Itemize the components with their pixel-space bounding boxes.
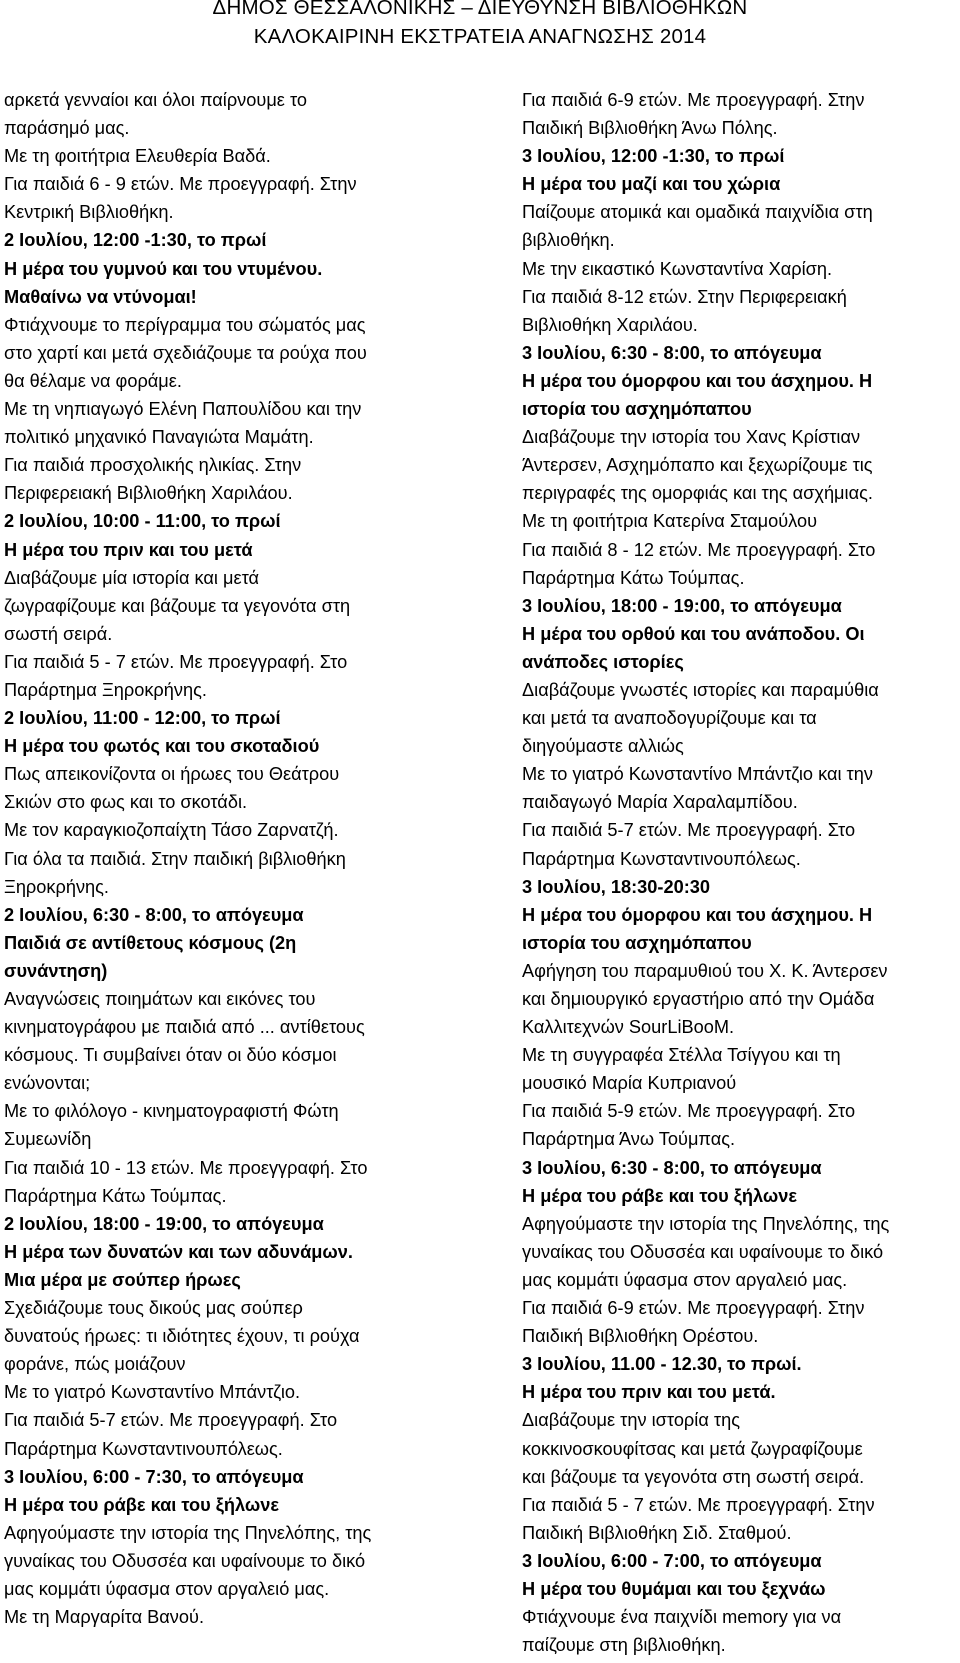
text-line: Αφήγηση του παραμυθιού του Χ. Κ. Άντερσεν	[522, 960, 888, 981]
event-heading-line: Η μέρα του πριν και του μετά	[4, 539, 253, 560]
text-line: Για παιδιά 5 - 7 ετών. Με προεγγραφή. Στην	[522, 1494, 875, 1515]
text-line: Με τη νηπιαγωγό Ελένη Παπουλίδου και την	[4, 399, 362, 420]
event-heading-line: Η μέρα του θυμάμαι και του ξεχνάω	[522, 1578, 826, 1599]
text-line: Σκιών στο φως και το σκοτάδι.	[4, 792, 248, 813]
text-line: Παίζουμε ατομικά και ομαδικά παιχνίδια στη	[522, 202, 873, 223]
text-line: Διαβάζουμε την ιστορία της	[522, 1410, 740, 1431]
text-line: Για παιδιά προσχολικής ηλικίας. Στην	[4, 455, 302, 476]
text-line: Για παιδιά 5 - 7 ετών. Με προεγγραφή. Στο	[4, 651, 348, 672]
event-heading-line: 3 Ιουλίου, 6:30 - 8:00, το απόγευμα	[522, 342, 822, 363]
text-line: Παράρτημα Άνω Τούμπας.	[522, 1129, 736, 1150]
event-heading-line: 3 Ιουλίου, 18:00 - 19:00, το απόγευμα	[522, 595, 842, 616]
header-line-1: ΔΗΜΟΣ ΘΕΣΣΑΛΟΝΙΚΗΣ – ΔΙΕΥΘΥΝΣΗ ΒΙΒΛΙΟΘΗΚΩΝ	[212, 0, 748, 19]
text-line: Για παιδιά 5-9 ετών. Με προεγγραφή. Στο	[522, 1101, 856, 1122]
text-line: Για παιδιά 6-9 ετών. Με προεγγραφή. Στην	[522, 1298, 865, 1319]
text-line: μας κομμάτι ύφασμα στον αργαλειό μας.	[4, 1578, 330, 1599]
left-column	[4, 86, 474, 1631]
text-line: βιβλιοθήκη.	[522, 230, 615, 251]
event-heading-line: Η μέρα του ράβε και του ξήλωνε	[4, 1494, 279, 1515]
text-line: δυνατούς ήρωες: τι ιδιότητες έχουν, τι ρούχα	[4, 1326, 360, 1347]
event-heading-line: 3 Ιουλίου, 12:00 -1:30, το πρωί	[522, 146, 785, 167]
text-line: Παράρτημα Κωνσταντινουπόλεως.	[4, 1438, 283, 1459]
event-heading-line: 3 Ιουλίου, 6:30 - 8:00, το απόγευμα	[522, 1157, 822, 1178]
text-line: Με το γιατρό Κωνσταντίνο Μπάντζιο.	[4, 1382, 301, 1403]
text-line: στο χαρτί και μετά σχεδιάζουμε τα ρούχα που	[4, 342, 367, 363]
text-line: Για παιδιά 6 - 9 ετών. Με προεγγραφή. Στην	[4, 174, 357, 195]
text-line: Παιδική Βιβλιοθήκη Άνω Πόλης.	[522, 118, 778, 139]
text-line: Με την εικαστικό Κωνσταντίνα Χαρίση.	[522, 258, 833, 279]
text-line: Άντερσεν, Ασχημόπαπο και ξεχωρίζουμε τις	[522, 455, 873, 476]
text-line: Για όλα τα παιδιά. Στην παιδική βιβλιοθήκη	[4, 848, 346, 869]
event-heading-line: Η μέρα του όμορφου και του άσχημου. Η	[522, 370, 873, 391]
text-line: σωστή σειρά.	[4, 623, 113, 644]
text-line: και μετά τα αναποδογυρίζουμε και τα	[522, 708, 817, 729]
event-heading-line: Η μέρα του όμορφου και του άσχημου. Η	[522, 904, 873, 925]
text-line: παίζουμε στη βιβλιοθήκη.	[522, 1635, 726, 1656]
text-line: Για παιδιά 8-12 ετών. Στην Περιφερειακή	[522, 286, 847, 307]
text-line: μας κομμάτι ύφασμα στον αργαλειό μας.	[522, 1269, 848, 1290]
text-line: διηγούμαστε αλλιώς	[522, 736, 684, 757]
text-line: Αναγνώσεις ποιημάτων και εικόνες του	[4, 989, 316, 1009]
text-line: Για παιδιά 5-7 ετών. Με προεγγραφή. Στο	[522, 820, 856, 841]
text-line: Με τη φοιτήτρια Ελευθερία Βαδά.	[4, 146, 271, 167]
text-line: Φτιάχνουμε το περίγραμμα του σώματός μας	[4, 314, 366, 335]
text-line: Παιδική Βιβλιοθήκη Σιδ. Σταθμού.	[522, 1522, 792, 1543]
event-heading-line: 3 Ιουλίου, 18:30-20:30	[522, 876, 710, 897]
text-line: γυναίκας του Οδυσσέα και υφαίνουμε το δικό	[522, 1241, 884, 1262]
event-heading-line: ανάποδες ιστορίες	[522, 651, 684, 672]
right-column	[522, 86, 960, 1659]
text-line: ενώνονται;	[4, 1073, 91, 1094]
text-line: ζωγραφίζουμε και βάζουμε τα γεγονότα στη	[4, 595, 351, 616]
text-line: κοκκινοσκουφίτσας και μετά ζωγραφίζουμε	[522, 1438, 863, 1459]
text-line: Για παιδιά 10 - 13 ετών. Με προεγγραφή. Στο	[4, 1157, 368, 1178]
event-heading-line: 2 Ιουλίου, 11:00 - 12:00, το πρωί	[4, 708, 281, 729]
text-line: Παράρτημα Κάτω Τούμπας.	[522, 567, 745, 588]
event-heading-line: 2 Ιουλίου, 6:30 - 8:00, το απόγευμα	[4, 904, 304, 925]
text-line: και βάζουμε τα γεγονότα στη σωστή σειρά.	[522, 1466, 865, 1487]
text-line: Βιβλιοθήκη Χαριλάου.	[522, 314, 698, 335]
text-line: Συμεωνίδη	[4, 1129, 92, 1150]
event-heading-line: 2 Ιουλίου, 18:00 - 19:00, το απόγευμα	[4, 1213, 324, 1234]
event-heading-line: Η μέρα του φωτός και του σκοταδιού	[4, 736, 320, 757]
text-line: Διαβάζουμε την ιστορία του Χανς Κρίστιαν	[522, 427, 861, 448]
text-line: Παράρτημα Κάτω Τούμπας.	[4, 1185, 227, 1206]
text-line: Παράρτημα Κωνσταντινουπόλεως.	[522, 848, 801, 869]
text-line: Με τον καραγκιοζοπαίχτη Τάσο Ζαρνατζή.	[4, 820, 339, 841]
text-line: Παιδική Βιβλιοθήκη Ορέστου.	[522, 1326, 759, 1347]
event-heading-line: 3 Ιουλίου, 11.00 - 12.30, το πρωί.	[522, 1354, 802, 1375]
text-line: Κεντρική Βιβλιοθήκη.	[4, 202, 174, 223]
text-line: κινηματογράφου με παιδιά από ... αντίθετους	[4, 1017, 365, 1038]
text-line: Περιφερειακή Βιβλιοθήκη Χαριλάου.	[4, 483, 293, 504]
text-line: παράσημό μας.	[4, 118, 130, 139]
event-heading-line: Η μέρα του πριν και του μετά.	[522, 1382, 776, 1403]
text-line: Φτιάχνουμε ένα παιχνίδι memory για να	[522, 1607, 842, 1628]
event-heading-line: Η μέρα του γυμνού και του ντυμένου.	[4, 258, 323, 279]
text-line: παιδαγωγό Μαρία Χαραλαμπίδου.	[522, 792, 798, 813]
text-line: θα θέλαμε να φοράμε.	[4, 370, 182, 391]
event-heading-line: Η μέρα του ορθού και του ανάποδου. Οι	[522, 623, 865, 644]
text-line: Παράρτημα Ξηροκρήνης.	[4, 679, 207, 700]
event-heading-line: ιστορία του ασχημόπαπου	[522, 932, 752, 953]
event-heading-line: Η μέρα των δυνατών και των αδυνάμων.	[4, 1241, 353, 1262]
text-line: Καλλιτεχνών SourLiBooM.	[522, 1017, 735, 1038]
text-line: γυναίκας του Οδυσσέα και υφαίνουμε το δικό	[4, 1550, 366, 1571]
text-line: φοράνε, πώς μοιάζουν	[4, 1354, 186, 1375]
event-heading-line: 2 Ιουλίου, 10:00 - 11:00, το πρωί	[4, 511, 281, 532]
event-heading-line: Η μέρα του ράβε και του ξήλωνε	[522, 1185, 797, 1206]
text-line: Αφηγούμαστε την ιστορία της Πηνελόπης, της	[4, 1522, 372, 1543]
text-line: περιγραφές της ομορφιάς και της ασχήμιας.	[522, 483, 873, 504]
text-line: μουσικό Μαρία Κυπριανού	[522, 1073, 737, 1094]
event-heading-line: 3 Ιουλίου, 6:00 - 7:30, το απόγευμα	[4, 1466, 304, 1487]
text-line: Με το φιλόλογο - κινηματογραφιστή Φώτη	[4, 1101, 339, 1122]
text-line: Για παιδιά 6-9 ετών. Με προεγγραφή. Στην	[522, 90, 865, 110]
header-line-2: ΚΑΛΟΚΑΙΡΙΝΗ ΕΚΣΤΡΑΤΕΙΑ ΑΝΑΓΝΩΣΗΣ 2014	[253, 25, 707, 48]
text-line: πολιτικό μηχανικό Παναγιώτα Μαμάτη.	[4, 427, 314, 448]
text-line: Πως απεικονίζοντα οι ήρωες του Θεάτρου	[4, 764, 340, 785]
event-heading-line: 2 Ιουλίου, 12:00 -1:30, το πρωί	[4, 230, 267, 251]
text-line: Με τη Μαργαρίτα Βανού.	[4, 1607, 205, 1628]
text-line: Για παιδιά 8 - 12 ετών. Με προεγγραφή. Στο	[522, 539, 876, 560]
text-line: Με τη συγγραφέα Στέλλα Τσίγγου και τη	[522, 1045, 841, 1066]
page-header	[0, 0, 960, 51]
text-line: κόσμους. Τι συμβαίνει όταν οι δύο κόσμοι	[4, 1045, 337, 1066]
text-line: Διαβάζουμε μία ιστορία και μετά	[4, 567, 260, 588]
event-heading-line: συνάντηση)	[4, 960, 108, 981]
text-line: Διαβάζουμε γνωστές ιστορίες και παραμύθια	[522, 679, 879, 700]
text-line: Σχεδιάζουμε τους δικούς μας σούπερ	[4, 1298, 303, 1319]
event-heading-line: Μια μέρα με σούπερ ήρωες	[4, 1269, 241, 1290]
text-line: αρκετά γενναίοι και όλοι παίρνουμε το	[4, 90, 308, 110]
event-heading-line: ιστορία του ασχημόπαπου	[522, 399, 752, 420]
text-line: Με τη φοιτήτρια Κατερίνα Σταμούλου	[522, 511, 818, 532]
text-line: Για παιδιά 5-7 ετών. Με προεγγραφή. Στο	[4, 1410, 338, 1431]
text-line: και δημιουργικό εργαστήριο από την Ομάδα	[522, 989, 875, 1009]
event-heading-line: 3 Ιουλίου, 6:00 - 7:00, το απόγευμα	[522, 1550, 822, 1571]
event-heading-line: Παιδιά σε αντίθετους κόσμους (2η	[4, 932, 297, 953]
event-heading-line: Η μέρα του μαζί και του χώρια	[522, 174, 781, 195]
text-line: Με το γιατρό Κωνσταντίνο Μπάντζιο και την	[522, 764, 873, 785]
text-line: Ξηροκρήνης.	[4, 876, 109, 897]
text-line: Αφηγούμαστε την ιστορία της Πηνελόπης, της	[522, 1213, 890, 1234]
event-heading-line: Μαθαίνω να ντύνομαι!	[4, 286, 197, 307]
